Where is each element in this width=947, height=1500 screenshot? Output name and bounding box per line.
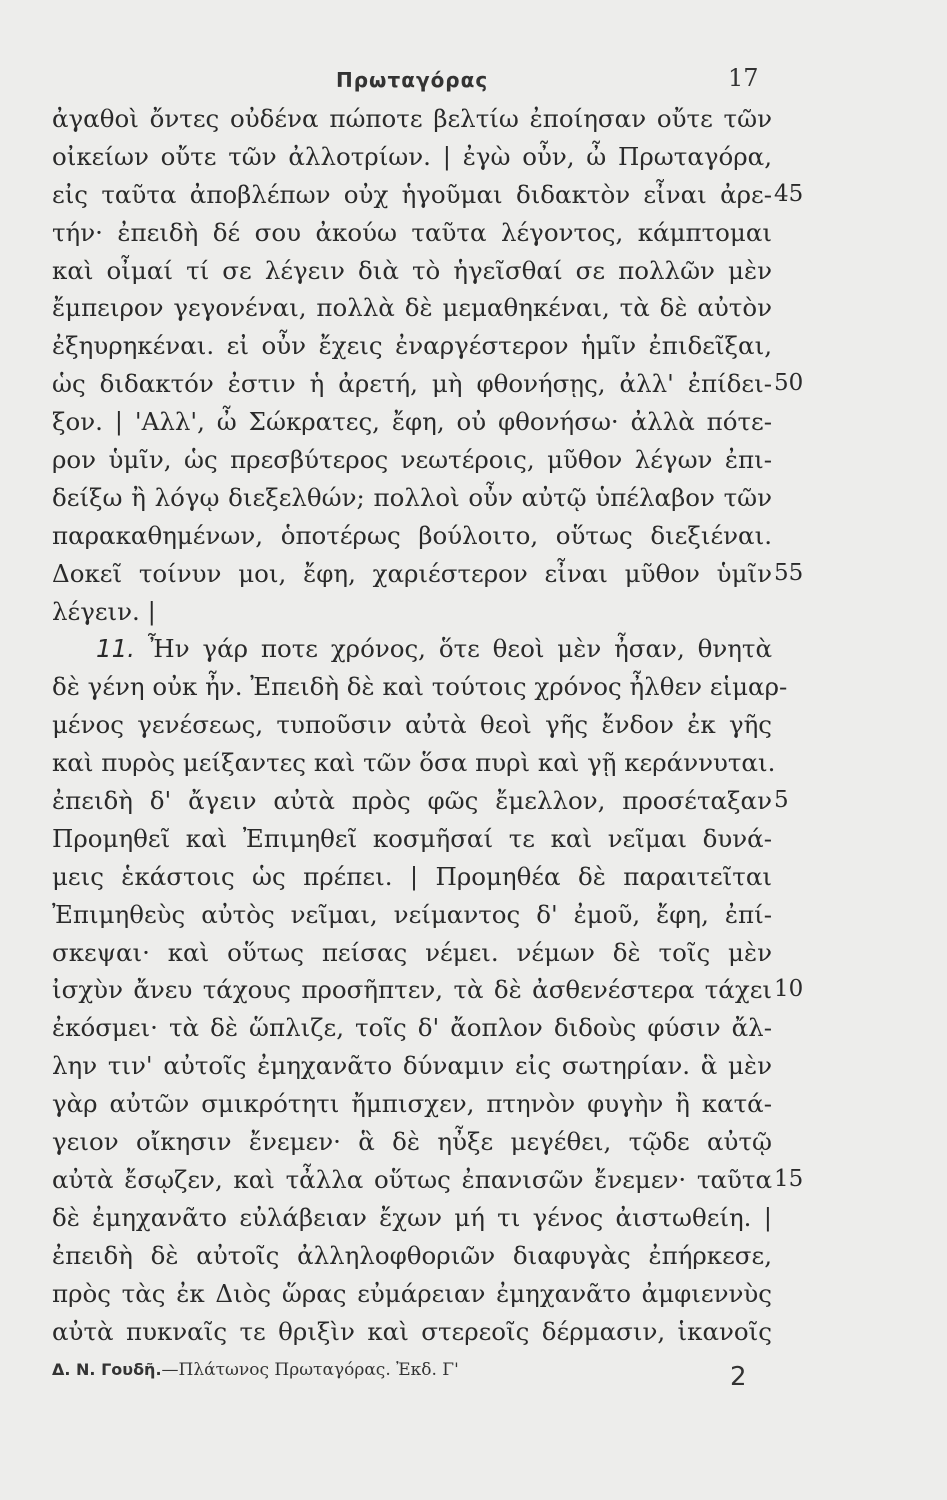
line-number: 10 [774,976,804,1003]
line-text: ρον ὑμῖν, ὡς πρεσβύτερος νεωτέροις, μῦθον λέγων ἐπι- [52,445,772,475]
text-line [52,403,772,441]
line-number: 15 [774,1165,804,1192]
text-line [52,782,789,820]
text-line [52,1123,772,1161]
footer-book: —Πλάτωνος Πρωταγόρας. Ἐκδ. Γ' [161,1360,459,1380]
text-line [52,744,776,782]
line-text: τήν· ἐπειδὴ δέ σου ἀκούω ταῦτα λέγοντος, κάμπτομαι [52,217,772,247]
text-line [52,1313,772,1351]
line-text: ἐκόσμει· τὰ δὲ ὥπλιζε, τοῖς δ' ἄοπλον διδοὺς φύσιν ἄλ- [52,1013,772,1043]
text-line [52,668,788,706]
text-line [52,1085,772,1123]
text-line [52,1237,772,1275]
line-text: δὲ γένη οὐκ ἦν. Ἐπειδὴ δὲ καὶ τούτοις χρόνος ἦλθεν εἱμαρ- [52,672,788,702]
line-text: Ἐπιμηθεὺς αὐτὸς νεῖμαι, νείμαντος δ' ἐμοῦ, ἔφη, ἐπί- [52,899,772,929]
line-number: 5 [774,787,789,814]
section-number: 11. [96,634,135,664]
line-text: μένος γενέσεως, τυποῦσιν αὐτὰ θεοὶ γῆς ἔνδον ἐκ γῆς [52,710,772,740]
line-text: πρὸς τὰς ἐκ Διὸς ὥρας εὐμάρειαν ἐμηχανᾶτο ἀμφιεννὺς [52,1278,772,1308]
line-text: ἐπειδὴ δὲ αὐτοῖς ἀλληλοφθοριῶν διαφυγὰς ἐπήρκεσε, [52,1240,772,1270]
line-text: παρακαθημένων, ὁποτέρως βούλοιτο, οὕτως διεξιέναι. [52,520,772,550]
line-text: ἔμπειρον γεγονέναι, πολλὰ δὲ μεμαθηκέναι, τὰ δὲ αὐτὸν [52,293,772,323]
text-line [52,858,772,896]
line-text: Δοκεῖ τοίνυν μοι, ἔφη, χαριέστερον εἶναι μῦθον ὑμῖν [52,558,772,588]
running-title: Πρωταγόρας [336,68,489,92]
line-text: ἰσχὺν ἄνευ τάχους προσῆπτεν, τὰ δὲ ἀσθενέστερα τάχει [52,975,772,1005]
line-text: δείξω ἢ λόγῳ διεξελθών; πολλοὶ οὖν αὐτῷ ὑπέλαβον τῶν [52,482,772,512]
line-text: καὶ οἶμαί τί σε λέγειν διὰ τὸ ἡγεῖσθαί σε πολλῶν μὲν [52,255,772,285]
text-line [52,138,772,176]
text-line [52,1161,804,1199]
line-text: λην τιν' αὐτοῖς ἐμηχανᾶτο δύναμιν εἰς σωτηρίαν. ἃ μὲν [52,1051,772,1081]
text-line [52,593,772,631]
line-text: ὡς διδακτόν ἐστιν ἡ ἀρετή, μὴ φθονήσῃς, ἀλλ' ἐπίδει- [52,369,772,399]
text-line [52,555,804,593]
text-line [52,706,772,744]
line-text: σκεψαι· καὶ οὕτως πείσας νέμει. νέμων δὲ τοῖς μὲν [52,937,772,967]
line-text: γὰρ αὐτῶν σμικρότητι ἤμπισχεν, πτηνὸν φυγὴν ἢ κατά- [52,1089,772,1119]
line-number: 55 [774,559,804,586]
signature-mark: 2 [730,1362,747,1392]
page-number: 17 [728,64,759,92]
line-text: αὐτὰ πυκναῖς τε θριξὶν καὶ στερεοῖς δέρμασιν, ἱκανοῖς [52,1316,772,1346]
line-text: ἀγαθοὶ ὄντες οὐδένα πώποτε βελτίω ἐποίησαν οὔτε τῶν [52,104,772,133]
line-text: ξον. | 'Αλλ', ὦ Σώκρατες, ἔφη, οὐ φθονήσω· ἀλλὰ πότε- [52,407,772,437]
text-line [52,517,772,555]
main-text [52,100,804,1350]
line-number: 50 [774,370,804,397]
footer-author: Δ. Ν. Γουδῆ. [52,1360,162,1379]
text-line [52,100,772,138]
line-text: μεις ἑκάστοις ὡς πρέπει. | Προμηθέα δὲ παραιτεῖται [52,861,772,891]
line-text: γειον οἴκησιν ἔνεμεν· ἃ δὲ ηὖξε μεγέθει, τῷδε αὐτῷ [52,1127,772,1157]
text-line [52,1009,772,1047]
text-line [52,1199,772,1237]
line-text: λέγειν. | [52,596,156,626]
text-line [52,176,804,214]
text-line [52,1047,772,1085]
text-line [52,214,772,252]
text-line [52,365,804,403]
text-line [52,441,772,479]
line-text: καὶ πυρὸς μείξαντες καὶ τῶν ὅσα πυρὶ καὶ γῇ κεράννυται. [52,748,776,778]
text-line [52,1275,772,1313]
line-number: 45 [774,180,804,207]
text-line [52,820,772,858]
line-text: οἰκείων οὔτε τῶν ἀλλοτρίων. | ἐγὼ οὖν, ὦ Πρωταγόρα, [52,141,772,171]
line-text: Προμηθεῖ καὶ Ἐπιμηθεῖ κοσμῆσαί τε καὶ νεῖμαι δυνά- [52,823,772,853]
line-text: ἐξηυρηκέναι. εἰ οὖν ἔχεις ἐναργέστερον ἡμῖν ἐπιδεῖξαι, [52,331,772,361]
text-line [52,896,772,934]
text-line [52,934,772,972]
line-text: αὐτὰ ἔσῳζεν, καὶ τἆλλα οὕτως ἐπανισῶν ἔνεμεν· ταῦτα [52,1164,772,1194]
line-text: ἐπειδὴ δ' ἄγειν αὐτὰ πρὸς φῶς ἔμελλον, προσέταξαν [52,786,772,816]
text-line [52,971,804,1009]
line-text: δὲ ἐμηχανᾶτο εὐλάβειαν ἔχων μή τι γένος ἀιστωθείη. | [52,1202,772,1232]
text-line [52,252,772,290]
text-line [52,327,772,365]
text-line [52,289,772,327]
text-line [52,479,772,517]
text-line [52,630,772,668]
line-text: Ἦν γάρ ποτε χρόνος, ὅτε θεοὶ μὲν ἦσαν, θνητὰ [134,634,772,664]
line-text: εἰς ταῦτα ἀποβλέπων οὐχ ἡγοῦμαι διδακτὸν εἶναι ἀρε- [52,179,772,209]
footer-imprint [52,1360,459,1380]
